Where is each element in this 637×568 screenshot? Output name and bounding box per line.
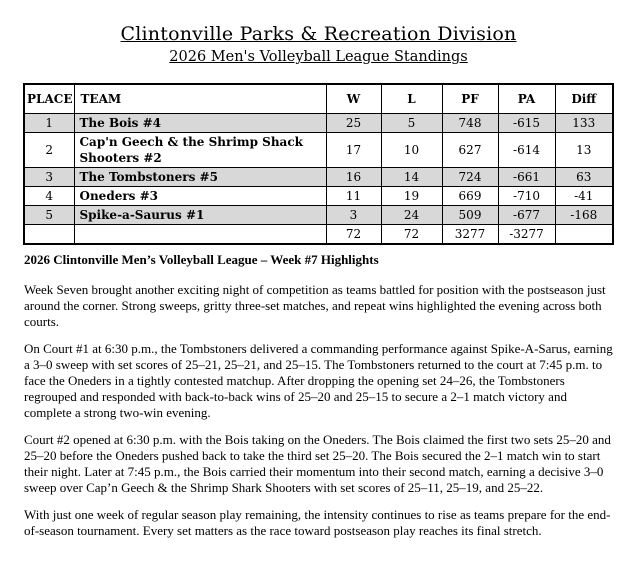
standings-table — [23, 83, 614, 245]
document-header — [0, 0, 637, 65]
team-cell: Cap'n Geech & the Shrimp Shack Shooters #2 — [74, 132, 326, 167]
pf-cell: 724 — [442, 167, 498, 186]
page-title: Clintonville Parks & Recreation Division — [120, 23, 517, 45]
losses-cell: 19 — [381, 186, 442, 205]
losses-cell: 14 — [381, 167, 442, 186]
team-cell — [74, 224, 326, 244]
losses-cell: 10 — [381, 132, 442, 167]
wins-cell: 11 — [326, 186, 381, 205]
pa-cell: -614 — [498, 132, 555, 167]
table-row — [24, 167, 613, 186]
table-row — [24, 113, 613, 132]
total-losses-cell: 72 — [381, 224, 442, 244]
diff-cell: 133 — [555, 113, 613, 132]
article-paragraph: Court #2 opened at 6:30 p.m. with the Bois taking on the Oneders. The Bois claimed the first two sets 25–20 and 25–20 before the Oneders pushed back to take the third set 25–20. The Bois secured the 2–1 match win to start their night. Later at 7:45 p.m., the Bois carried their momentum into their second match, earning a decisive 3–0 sweep over Cap’n Geech & the Shrimp Shark Shooters with set scores of 25–11, 25–19, and 25–22. — [24, 431, 611, 495]
pf-cell: 669 — [442, 186, 498, 205]
page-subtitle: 2026 Men's Volleyball League Standings — [169, 49, 468, 65]
team-cell: The Bois #4 — [74, 113, 326, 132]
team-cell: Spike-a-Saurus #1 — [74, 205, 326, 224]
pa-cell: -710 — [498, 186, 555, 205]
diff-cell: 63 — [555, 167, 613, 186]
article-paragraph: With just one week of regular season play remaining, the intensity continues to rise as teams prepare for the end-of-season tournament. Every set matters as the race toward postseason play reaches its final stretch. — [24, 506, 611, 538]
place-cell — [24, 224, 74, 244]
place-cell: 4 — [24, 186, 74, 205]
column-header-team: TEAM — [74, 84, 326, 113]
pf-cell: 627 — [442, 132, 498, 167]
column-header-place: PLACE — [24, 84, 74, 113]
pf-cell: 509 — [442, 205, 498, 224]
total-pf-cell: 3277 — [442, 224, 498, 244]
losses-cell: 24 — [381, 205, 442, 224]
place-cell: 2 — [24, 132, 74, 167]
total-pa-cell: -3277 — [498, 224, 555, 244]
place-cell: 5 — [24, 205, 74, 224]
diff-cell: -168 — [555, 205, 613, 224]
table-row — [24, 132, 613, 167]
place-cell: 3 — [24, 167, 74, 186]
table-totals-row — [24, 224, 613, 244]
team-cell: Oneders #3 — [74, 186, 326, 205]
wins-cell: 16 — [326, 167, 381, 186]
column-header-pa: PA — [498, 84, 555, 113]
pa-cell: -661 — [498, 167, 555, 186]
place-cell: 1 — [24, 113, 74, 132]
pa-cell: -677 — [498, 205, 555, 224]
highlights-article — [24, 252, 615, 539]
table-row — [24, 186, 613, 205]
column-header-l: L — [381, 84, 442, 113]
diff-cell: 13 — [555, 132, 613, 167]
wins-cell: 3 — [326, 205, 381, 224]
losses-cell: 5 — [381, 113, 442, 132]
article-paragraph: On Court #1 at 6:30 p.m., the Tombstoners delivered a commanding performance against Spike-A-Sarus, earning a 3–0 sweep with set scores of 25–21, 25–21, and 25–15. The Tombstoners returned to the court at 7:45 p.m. to face the Oneders in a tightly contested matchup. After dropping the opening set 24–26, the Tombstoners regrouped and responded with back-to-back wins of 25–20 and 25–15 to secure a 2–1 match victory and complete a strong two-win evening. — [24, 340, 613, 420]
column-header-diff: Diff — [555, 84, 613, 113]
table-row — [24, 205, 613, 224]
pf-cell: 748 — [442, 113, 498, 132]
diff-cell: -41 — [555, 186, 613, 205]
wins-cell: 17 — [326, 132, 381, 167]
article-paragraph: Week Seven brought another exciting night of competition as teams battled for position with the postseason just around the corner. Strong sweeps, gritty three-set matches, and repeat wins highlighted the evening across both courts. — [24, 281, 606, 329]
team-cell: The Tombstoners #5 — [74, 167, 326, 186]
pa-cell: -615 — [498, 113, 555, 132]
table-header-row — [24, 84, 613, 113]
column-header-pf: PF — [442, 84, 498, 113]
total-diff-cell — [555, 224, 613, 244]
wins-cell: 25 — [326, 113, 381, 132]
article-heading: 2026 Clintonville Men’s Volleyball League – Week #7 Highlights — [24, 251, 379, 267]
column-header-w: W — [326, 84, 381, 113]
total-wins-cell: 72 — [326, 224, 381, 244]
